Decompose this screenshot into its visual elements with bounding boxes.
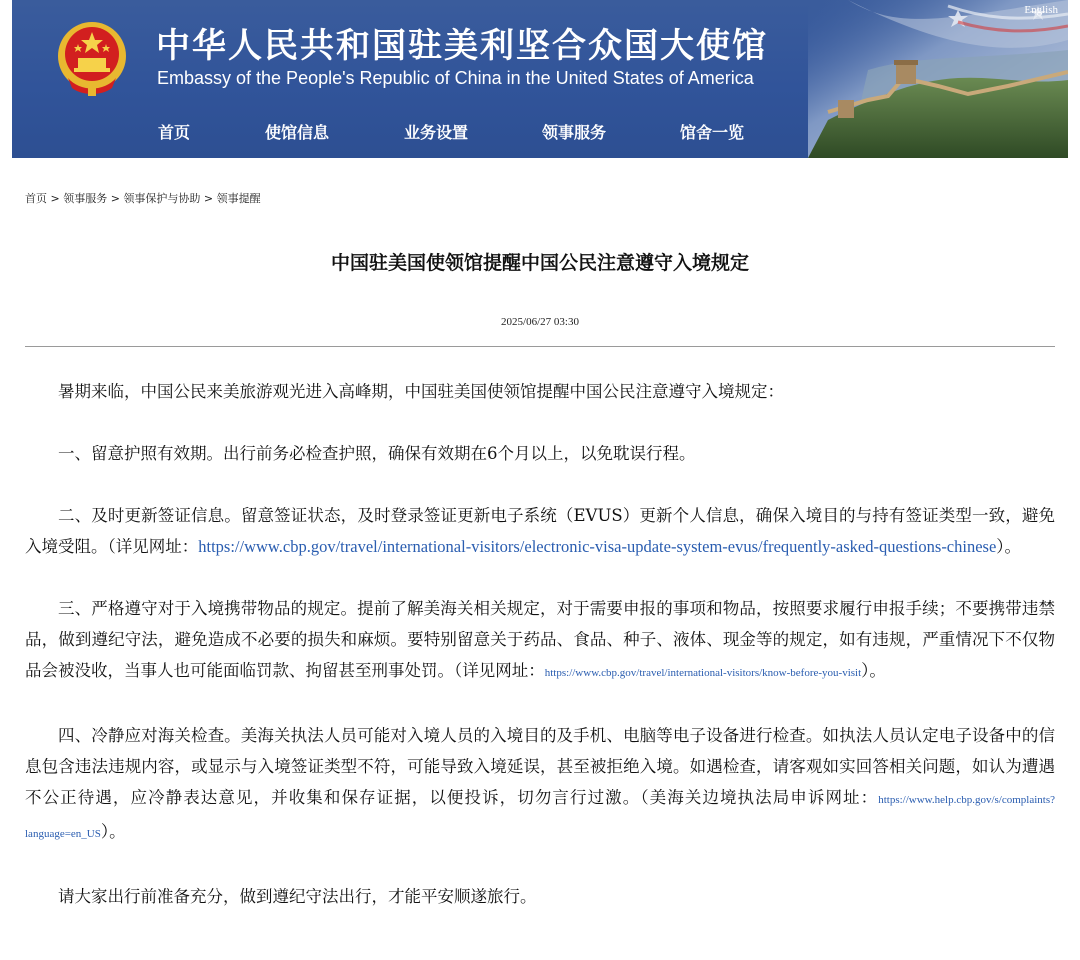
nav-embassy-info[interactable]: 使馆信息 — [265, 123, 330, 142]
breadcrumb-separator: > — [107, 192, 124, 205]
paragraph-visa — [25, 500, 1055, 562]
nav-home[interactable]: 首页 — [158, 123, 191, 142]
great-wall-scenery-icon — [808, 0, 1068, 158]
header-banner — [12, 0, 1068, 158]
article-body — [25, 376, 1055, 912]
paragraph-text: 暑期来临，中国公民来美旅游观光进入高峰期，中国驻美国使领馆提醒中国公民注意遵守入境规定： — [58, 382, 784, 401]
nav-consular-services[interactable]: 领事服务 — [542, 123, 607, 142]
paragraph-end: ）。 — [996, 537, 1022, 556]
breadcrumb — [25, 190, 261, 206]
paragraph-inspection — [25, 720, 1055, 850]
paragraph-goods — [25, 593, 1055, 689]
breadcrumb-separator: > — [47, 192, 64, 205]
article-date: 2025/06/27 03:30 — [501, 316, 579, 328]
breadcrumb-reminders[interactable]: 领事提醒 — [216, 192, 261, 205]
paragraph-text: 一、留意护照有效期。出行前务必检查护照，确保有效期在6个月以上，以免耽误行程。 — [58, 444, 696, 463]
paragraph-text: 四、冷静应对海关检查。美海关执法人员可能对入境人员的入境目的及手机、电脑等电子设备进行检查。如执法人员认定电子设备中的信息包含违法违规内容，或显示与入境签证类型不符，可能导致入境延误，甚至被拒绝入境。如遇检查，请客观如实回答相关问题，如认为遭遇不公正待遇，应冷静表达意见，并收集和保存证据，以便投诉，切勿言行过激。（美海关边境执法局申诉网址： — [25, 726, 1055, 807]
know-before-you-visit-link[interactable]: https://www.cbp.gov/travel/international-visitors/know-before-you-visit — [544, 667, 862, 679]
paragraph-end: ）。 — [861, 661, 886, 680]
breadcrumb-home[interactable]: 首页 — [25, 192, 47, 205]
site-title-cn: 中华人民共和国驻美利坚合众国大使馆 — [156, 26, 768, 66]
article-title: 中国驻美国使领馆提醒中国公民注意遵守入境规定 — [330, 252, 749, 274]
evus-faq-link[interactable]: https://www.cbp.gov/travel/international-visitors/electronic-visa-update-system-evus/frequently-asked-questions-chinese — [198, 537, 997, 556]
main-nav — [12, 110, 812, 150]
site-title-en: Embassy of the People's Republic of China in the United States of America — [157, 68, 754, 88]
breadcrumb-separator: > — [200, 192, 217, 205]
breadcrumb-protection[interactable]: 领事保护与协助 — [123, 192, 201, 205]
paragraph-text: 二、及时更新签证信息。留意签证状态，及时登录签证更新电子系统（EVUS）更新个人信息，确保入境目的与持有签证类型一致，避免入境受阻。（详见网址： — [25, 506, 1055, 556]
paragraph-text: 三、严格遵守对于入境携带物品的规定。提前了解美海关相关规定，对于需要申报的事项和物品，按照要求履行申报手续；不要携带违禁品，做到遵纪守法，避免造成不必要的损失和麻烦。要特别留意关于药品、食品、种子、液体、现金等的规定，如有违规，严重情况下不仅物品会被没收，当事人也可能面临罚款、拘留甚至刑事处罚。（详见网址： — [25, 599, 1055, 680]
national-emblem-icon — [54, 18, 130, 98]
nav-premises[interactable]: 馆舍一览 — [680, 123, 745, 142]
complaints-link[interactable]: https://www.help.cbp.gov/s/complaints?language=en_US — [25, 794, 1055, 840]
breadcrumb-consular-services[interactable]: 领事服务 — [63, 192, 108, 205]
paragraph-end: ）。 — [100, 822, 126, 841]
paragraph-closing — [25, 881, 1055, 912]
title-divider — [25, 346, 1055, 347]
paragraph-passport — [25, 438, 1055, 469]
nav-services[interactable]: 业务设置 — [404, 123, 469, 142]
english-language-link[interactable]: English — [1024, 4, 1058, 16]
paragraph-text: 请大家出行前准备充分，做到遵纪守法出行，才能平安顺遂旅行。 — [58, 887, 537, 906]
paragraph-intro — [25, 376, 1055, 407]
